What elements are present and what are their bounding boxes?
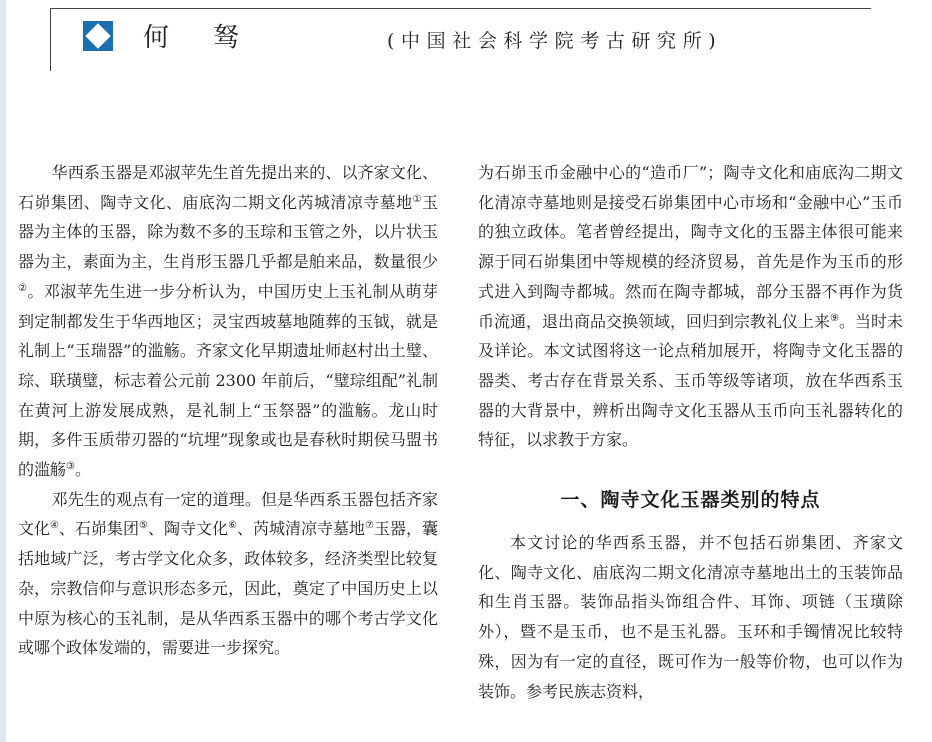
footnote-marker: ⑥ xyxy=(227,520,237,532)
section-heading: 一、陶寺文化玉器类别的特点 xyxy=(560,489,821,512)
diamond-icon xyxy=(83,21,113,51)
author-name: 何 驽 xyxy=(143,23,258,53)
paragraph: 本文讨论的华西系玉器，并不包括石峁集团、齐家文化、陶寺文化、庙底沟二期文化清凉寺墓地出土的玉装饰品和生肖玉器。装饰品指头饰组合件、耳饰、项链（玉璜除外），暨不是玉币，也不是玉礼器。玉环和手镯情况比较特殊，因为有一定的直径，既可作为一般等价物，也可以作为装饰。参考民族志资料， xyxy=(478,533,903,701)
footnote-marker: ② xyxy=(18,282,28,294)
left-column xyxy=(18,158,438,663)
footnote-marker: ① xyxy=(412,193,422,205)
footnote-marker: ⑤ xyxy=(139,520,148,532)
right-column xyxy=(478,158,903,706)
paragraph: 为石峁玉币金融中心的“造币厂”；陶寺文化和庙底沟二期文化清凉寺墓地则是接受石峁集团中心市场和“金融中心”玉币的独立政体。笔者曾经提出，陶寺文化的玉器主体很可能来源于同石峁集团中等规模的经济贸易，首先是作为玉币的形式进入到陶寺都城。然而在陶寺都城，部分玉器不再作为货币流通，退出商品交换领域，回归到宗教礼仪上来⑨。当时未及详论。本文试图将这一论点稍加展开，将陶寺文化玉器的器类、考古存在背景关系、玉币等级等诸项，放在华西系玉器的大背景中，辨析出陶寺文化玉器从玉币向玉礼器转化的特征，以求教于方家。 xyxy=(478,163,903,450)
footnote-marker: ③ xyxy=(66,461,75,473)
footnote-marker: ④ xyxy=(50,520,59,532)
author-affiliation: (中国社会科学院考古研究所) xyxy=(387,30,723,52)
paragraph: 华西系玉器是邓淑苹先生首先提出来的、以齐家文化、石峁集团、陶寺文化、庙底沟二期文化芮城清凉寺墓地①玉器为主体的玉器，除为数不多的玉琮和玉管之外，以片状玉器为主，素面为主，生肖形玉器几乎都是舶来品，数量很少②。邓淑苹先生进一步分析认为，中国历史上玉礼制从萌芽到定制都发生于华西地区；灵宝西坡墓地随葬的玉钺，就是礼制上“玉瑞器”的滥觞。齐家文化早期遗址师赵村出土璧、琮、联璜璧，标志着公元前 2300 年前后，“璧琮组配”礼制在黄河上游发展成熟，是礼制上“玉祭器”的滥觞。龙山时期，多件玉质带刃器的“坑埋”现象或也是春秋时期侯马盟书的滥觞③。 xyxy=(18,163,438,480)
footnote-marker: ⑦ xyxy=(364,520,374,532)
article-header xyxy=(50,8,871,71)
footnote-marker: ⑨ xyxy=(830,312,839,324)
page-edge-stripe xyxy=(0,0,6,742)
paragraph: 邓先生的观点有一定的道理。但是华西系玉器包括齐家文化④、石峁集团⑤、陶寺文化⑥、芮城清凉寺墓地⑦玉器，囊括地域广泛，考古学文化众多，政体较多，经济类型比较复杂，宗教信仰与意识形态多元，因此，奠定了中国历史上以中原为核心的玉礼制，是从华西系玉器中的哪个考古学文化或哪个政体发端的，需要进一步探究。 xyxy=(18,489,438,658)
